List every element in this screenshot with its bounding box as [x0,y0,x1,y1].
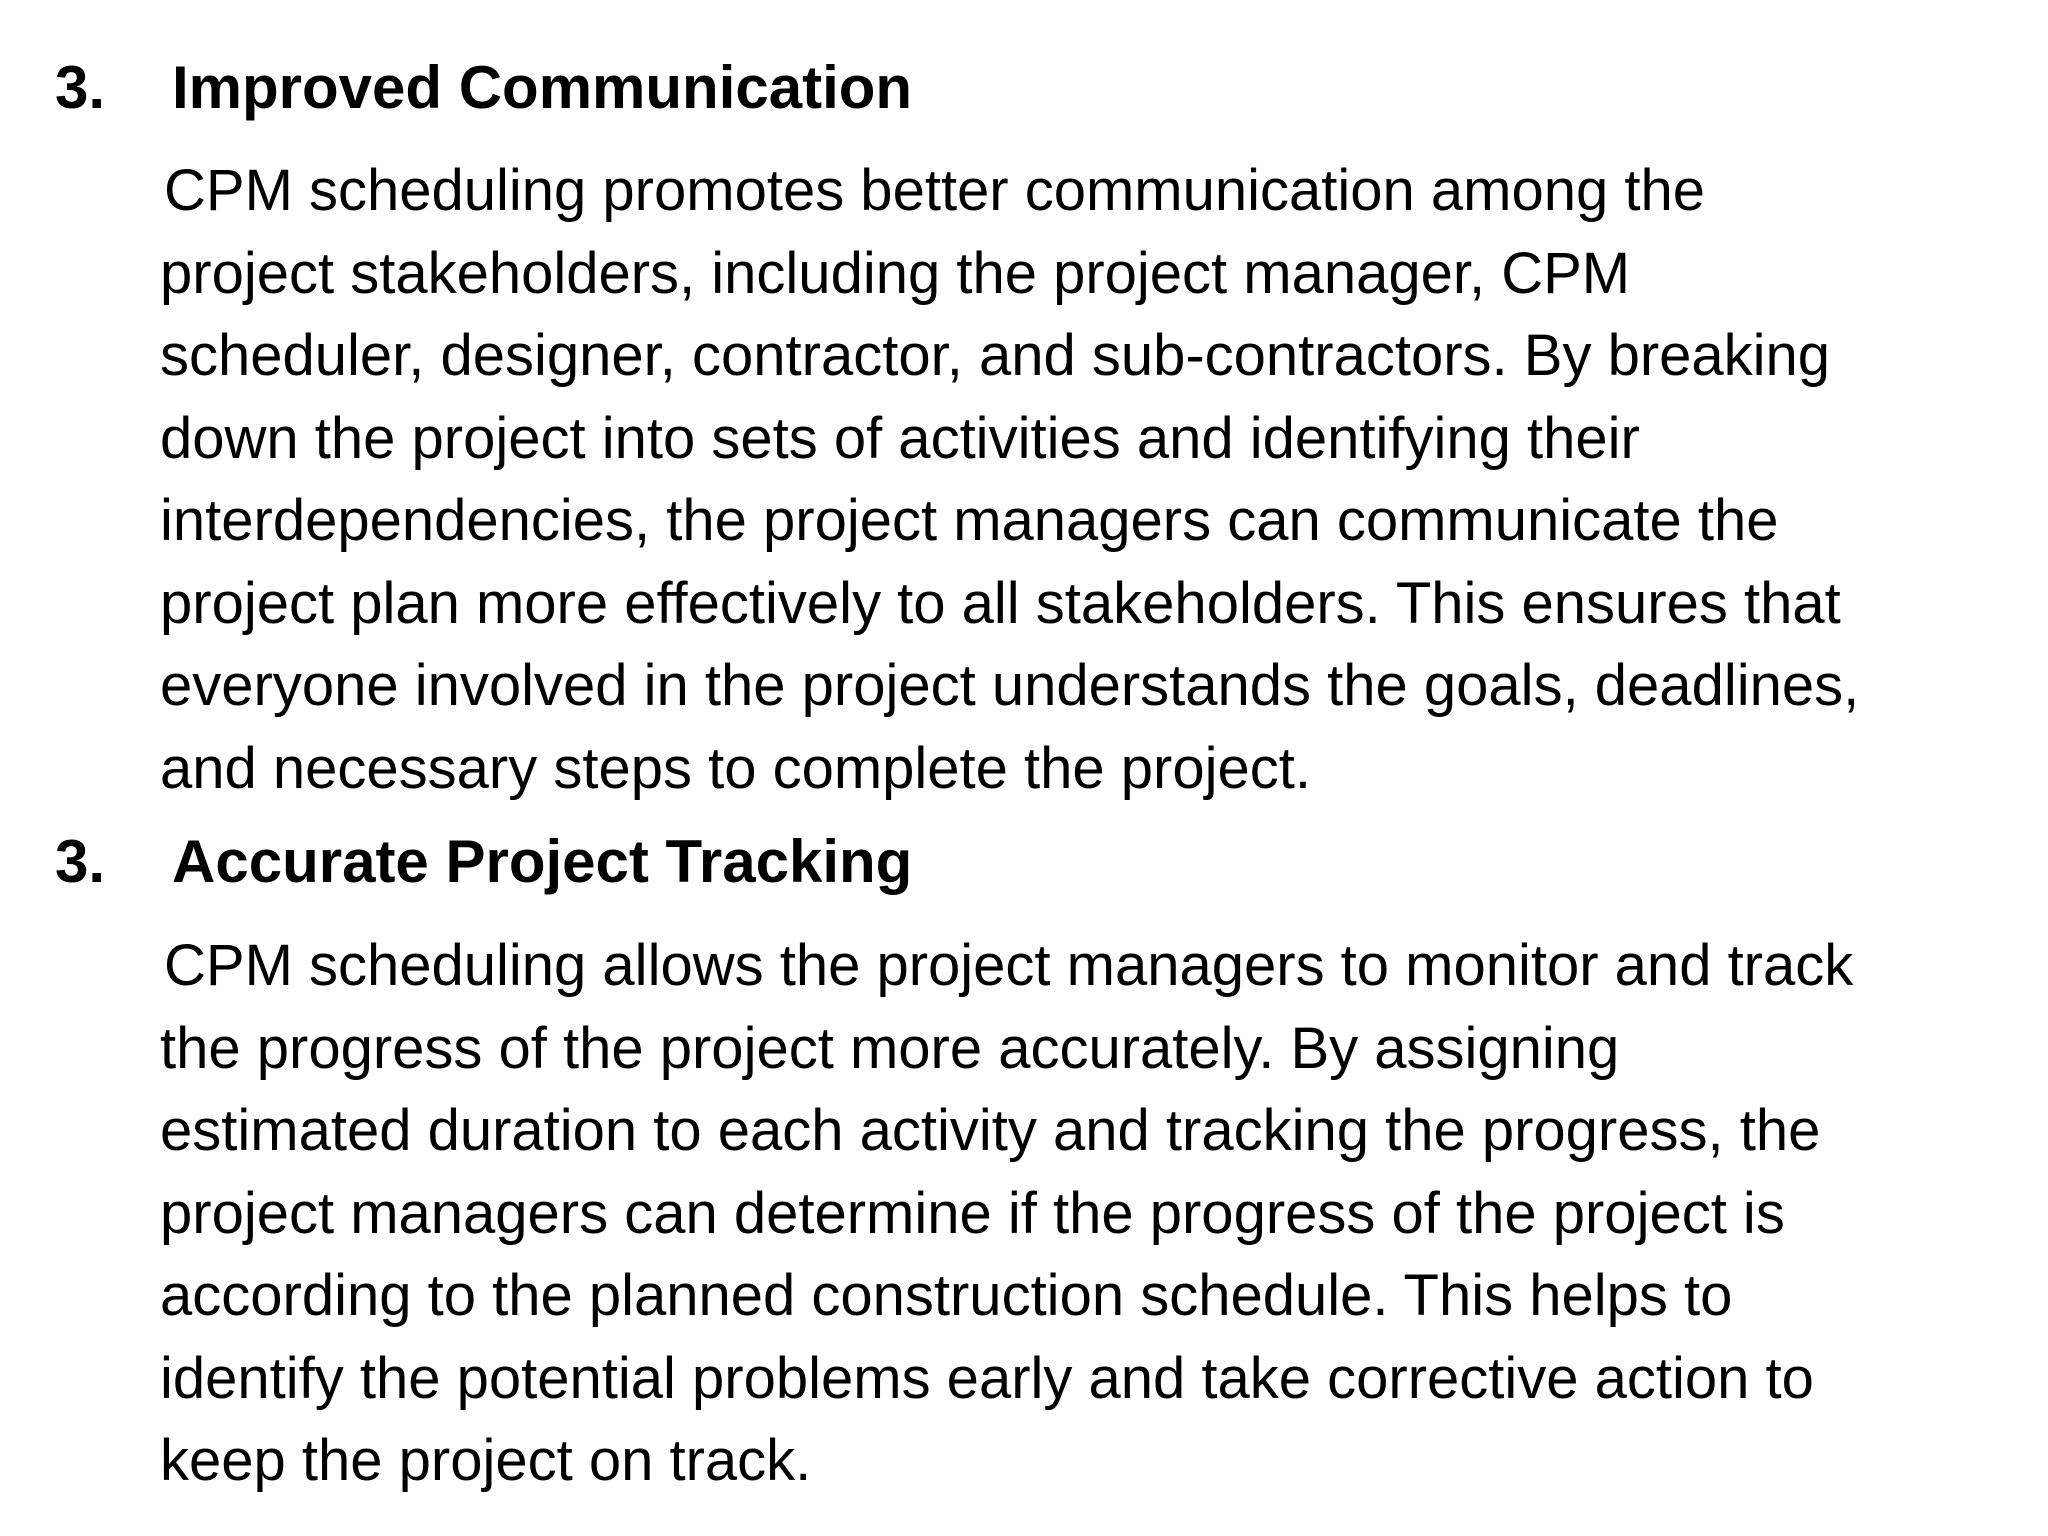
paragraph-line: interdependencies, the project managers can communicate the [160,488,1779,553]
paragraph-line: scheduler, designer, contractor, and sub-contractors. By breaking [160,323,1831,388]
paragraph-line: down the project into sets of activities and identifying their [160,405,1640,471]
section-title: Improved Communication [172,54,913,121]
section-paragraph-improved-communication [160,150,2020,810]
paragraph-line: keep the project on track. [160,1428,812,1493]
section-title: Accurate Project Tracking [172,828,913,895]
section-heading-improved-communication [55,48,912,128]
section-number: 3. [55,54,106,121]
paragraph-line: project plan more effectively to all stakeholders. This ensures that [160,570,1841,636]
paragraph-line: CPM scheduling promotes better communication among the [164,158,1705,223]
paragraph-line: the progress of the project more accurately. By assigning [160,1015,1620,1081]
paragraph-line: identify the potential problems early and take corrective action to [160,1345,1814,1411]
paragraph-line: according to the planned construction schedule. This helps to [160,1263,1733,1328]
paragraph-line: and necessary steps to complete the project. [160,735,1311,801]
paragraph-line: CPM scheduling allows the project managers to monitor and track [164,933,1854,998]
paragraph-line: project managers can determine if the progress of the project is [160,1180,1785,1246]
paragraph-line: everyone involved in the project understands the goals, deadlines, [160,653,1860,718]
section-paragraph-accurate-project-tracking [160,925,2020,1503]
section-number: 3. [55,828,106,895]
section-heading-accurate-project-tracking [55,822,912,902]
paragraph-line: estimated duration to each activity and tracking the progress, the [160,1098,1821,1163]
paragraph-line: project stakeholders, including the project manager, CPM [160,240,1631,306]
